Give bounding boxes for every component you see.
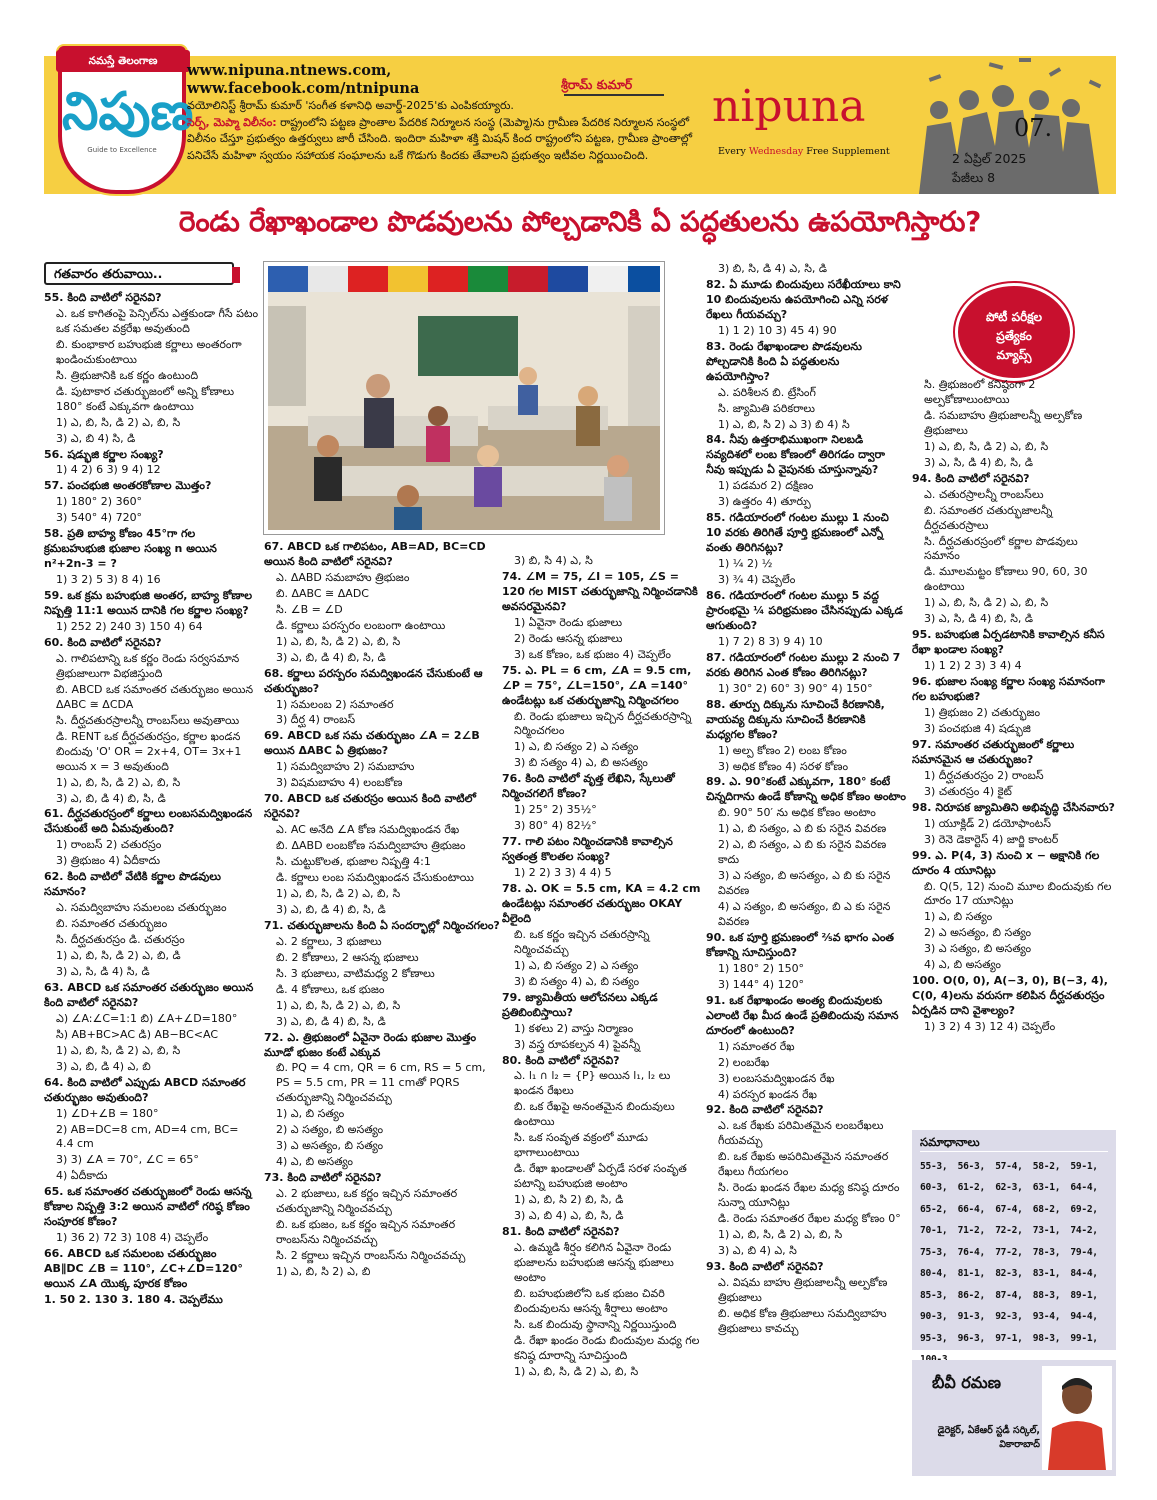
answer-item: 69-2,	[1070, 1203, 1098, 1215]
question: 98. నిరూపక జ్యామితిని అభివృద్ధి చేసినవారు?	[912, 800, 1115, 814]
question: 69. ABCD ఒక సమ చతుర్భుజం ∠A = 2∠B అయిన ΔABC ఏ త్రిభుజం?	[264, 729, 480, 758]
answer-item: 77-2,	[995, 1246, 1023, 1258]
question-option: డి. రేఖా ఖండం రెండు బిందువుల మధ్య గల కనిష్ఠ దూరాన్ని సూచిస్తుంది	[514, 1333, 700, 1362]
question-option: 1) ఎ, బి సత్యం 2) ఎ సత్యం	[514, 958, 639, 972]
question-option: 2) AB=DC=8 cm, AD=4 cm, BC= 4.4 cm	[56, 1122, 239, 1151]
question-option: 3) పంచభుజి 4) షడ్భుజి	[924, 721, 1031, 735]
answer-item: 73-1,	[1032, 1225, 1061, 1237]
question-option: సి. దీర్ఘచతురస్రం డి. చతురస్రం	[56, 933, 185, 947]
question-option: 1) ఎ, బి, సి, డి 2) ఎ, బి, సి	[56, 415, 181, 429]
answer-item: 56-3,	[957, 1160, 985, 1172]
question-option: 3) ఎ, సి, డి 4) బి, సి, డి	[924, 455, 1034, 469]
question-option: 1) ఎ, బి, సి, డి 2) ఎ, బి, సి	[56, 775, 181, 789]
question: 92. కింది వాటిలో సరైనవి?	[706, 1103, 824, 1117]
column-5	[912, 262, 1116, 1036]
question-option: 3) త్రిభుజం 4) ఏదీకాదు	[56, 854, 161, 868]
answer-item: 98-3,	[1032, 1332, 1061, 1344]
answer-item: 67-4,	[995, 1203, 1023, 1215]
question-option: 3) వస్త్ర రూపకల్పన 4) పైవన్నీ	[514, 1037, 641, 1051]
question-list	[264, 540, 500, 1280]
question-option: సి. త్రిభుజానికి ఒక కర్ణం ఉంటుంది	[56, 368, 199, 382]
question-option: బి. ΔABD లంబకోణ సమద్విబాహు త్రిభుజం	[276, 839, 466, 853]
question: 95. బహుభుజి ఏర్పడటానికి కావాల్సిన కనీస రేఖా ఖండాల సంఖ్య?	[912, 628, 1105, 657]
answer-item: 87-4,	[995, 1289, 1023, 1301]
question: 91. ఒక రేఖాఖండం అంత్య బిందువులకు ఎలాంటి రేఖ మీద ఉండే ప్రతిబిందువు సమాన దూరంలో ఉంటుంది?	[706, 993, 899, 1037]
question-option: సి. 2 కర్ణాలు ఇచ్చిన రాంబస్‌ను నిర్మించవచ్చు	[276, 1248, 466, 1262]
question-option: 3) ఎ, బి, డి 4) బి, సి, డి	[276, 650, 386, 664]
question: 93. కింది వాటిలో సరైనవి?	[706, 1260, 824, 1273]
question-list	[44, 291, 258, 1308]
question-option: 1) ఎ, బి, సి 2) బి, సి, డి	[514, 1193, 624, 1207]
question-option: 1) త్రిభుజం 2) చతుర్భుజం	[924, 706, 1041, 720]
answer-item: 68-2,	[1032, 1203, 1061, 1215]
question-option: బి. సమాంతర చతుర్భుజాలన్నీ దీర్ఘచతురస్రాలు	[924, 503, 1053, 532]
question-option: బి. అధిక కోణ త్రిభుజాలు సమద్విబాహు త్రిభుజాలు కావచ్చు	[718, 1306, 887, 1335]
question-option: సి. చుట్టుకొలత, భుజాల నిష్పత్తి 4:1	[276, 855, 431, 869]
question: 74. ∠M = 75, ∠I = 105, ∠S = 120 గల MIST చతుర్భుజాన్ని నిర్మించడానికి అవసరమైనవి?	[502, 569, 698, 613]
question-option: 1) ఎ, బి సత్యం	[276, 1107, 345, 1121]
news-line: వయోలినిస్ట్ శ్రీరామ్ కుమార్ 'సంగీత కళానిధి అవార్డ్-2025'కు ఎంపికయ్యారు.	[187, 99, 514, 112]
question-option: బి. ఒక రేఖకు అపరిమితమైన సమాంతర రేఖలు గీయగలం	[718, 1150, 889, 1179]
question-option: 3) ఎ, బి 4) ఎ, బి, సి, డి	[514, 1209, 624, 1223]
question: 78. ఎ. OK = 5.5 cm, KA = 4.2 cm ఉండేటట్లు సమాంతర చతుర్భుజం OKAY వీలైంది	[502, 882, 701, 925]
question: 89. ఎ. 90°కంటే ఎక్కువగా, 180° కంటే చిన్నదిగాను ఉండే కోణాన్ని అధిక కోణం అంటాం	[706, 775, 906, 804]
question-option: 1) సమాంతర రేఖ	[718, 1039, 795, 1053]
question-option: 3) లంబసమద్విఖండన రేఖ	[718, 1071, 835, 1085]
question: 88. తూర్పు దిక్కును సూచించే కిరణానికి, వాయవ్య దిక్కును సూచించే కిరణానికి మధ్యగల కోణం?	[706, 697, 885, 741]
answer-item: 71-2,	[957, 1225, 985, 1237]
question: 1. 50 2. 130 3. 180 4. చెప్పలేము	[44, 1293, 223, 1306]
news-author: శ్రీరామ్ కుమార్	[561, 77, 633, 92]
question: 83. రెండు రేఖాఖండాల పొడవులను పోల్చడానికి కింది ఏ పద్ధతులను ఉపయోగిస్తాం?	[706, 339, 862, 383]
question-option: 3) విషమబాహు 4) లంబకోణ	[276, 776, 403, 790]
question-option: ఎ. ఒక రేఖకు పరిమితమైన లంబరేఖలు గీయవచ్చు	[718, 1119, 884, 1148]
question-option: ఎ. సమద్విబాహు సమలంబ చతుర్భుజం	[56, 901, 227, 915]
question: 94. కింది వాటిలో సరైనవి?	[912, 471, 1030, 485]
question-option: సి. దీర్ఘచతురస్రంలో కర్ణాల పొడవులు సమానం	[924, 534, 1078, 563]
page-title: రెండు రేఖాఖండాల పొడవులను పోల్చడానికి ఏ పద్ధతులను ఉపయోగిస్తారు?	[178, 205, 982, 238]
question: 76. కింది వాటిలో వృత్త లేఖిని, స్కేలుతో నిర్మించగలిగే కోణం?	[502, 772, 675, 801]
question-option: డి. సమబాహు త్రిభుజాలన్నీ అల్పకోణ త్రిభుజాలు	[924, 408, 1083, 437]
question-option: బి. బహుభుజిలోని ఒక భుజం చివరి బిందువులను ఆసన్న శీర్షాలు అంటాం	[514, 1286, 668, 1315]
question: 61. దీర్ఘచతురస్రంలో కర్ణాలు లంబసమద్విఖండన చేసుకుంటే అది ఏమవుతుంది?	[44, 807, 253, 836]
question-list	[912, 378, 1116, 1035]
question: 68. కర్ణాలు పరస్పరం సమద్విఖండన చేసుకుంటే ఆ చతుర్భుజం?	[264, 666, 483, 695]
question-option: సి. జ్యామితి పరికరాలు	[718, 401, 815, 415]
answer-item: 58-2,	[1032, 1160, 1061, 1172]
question: 73. కింది వాటిలో సరైనవి?	[264, 1171, 382, 1185]
column-4	[706, 262, 906, 1338]
nipuna-logo	[58, 46, 194, 194]
question-option: 1) ఎ, బి, సి, డి 2) ఎ, బి, సి	[924, 596, 1049, 610]
question: 65. ఒక సమాంతర చతుర్భుజంలో రెండు ఆసన్న కోణాల నిష్పత్తి 3:2 అయిన వాటిలో గరిష్ఠ కోణం సంపూరక కోణం?	[44, 1185, 252, 1229]
answer-item: 92-3,	[995, 1311, 1023, 1323]
question-option: 1) 36 2) 72 3) 108 4) చెప్పలేం	[56, 1231, 209, 1245]
question-option: 3) రెనె డెకార్టెస్ 4) జార్జి కాంటర్	[924, 832, 1059, 846]
brand-name: nipuna	[712, 81, 866, 132]
question: 70. ABCD ఒక చతురస్రం అయిన కింది వాటిలో సరైనవి?	[264, 792, 476, 821]
question-option: సి. 3 భుజాలు, వాటిమధ్య 2 కోణాలు	[276, 966, 435, 980]
question: 63. ABCD ఒక సమాంతర చతుర్భుజం అయిన కింది వాటిలో సరైనవి?	[44, 980, 254, 1009]
issue-date	[952, 149, 1026, 187]
question-option: ఎ. l₁ ∩ l₂ = {P} అయిన l₁, l₂ లు ఖండన రేఖలు	[514, 1069, 671, 1098]
answer-item: 82-3,	[995, 1268, 1023, 1280]
author-role: డైరెక్టర్, ఏకేఆర్ స్టడీ సర్కిల్, వికారాబాద్	[937, 1425, 1040, 1450]
answer-item: 83-1,	[1032, 1268, 1061, 1280]
news-heading: సెర్ప్, మెప్మా విలీనం:	[187, 115, 277, 129]
question-option: 3) 3) ∠A = 70°, ∠C = 65°	[56, 1153, 199, 1167]
question-option: 1) ఎ, బి సత్యం 2) ఎ సత్యం	[514, 740, 639, 754]
question: 67. ABCD ఒక గాలిపటం, AB=AD, BC=CD అయిన కింది వాటిలో సరైనవి?	[264, 540, 486, 568]
question-option: 1) 30° 2) 60° 3) 90° 4) 150°	[718, 681, 873, 695]
answer-item: 74-2,	[1070, 1225, 1098, 1237]
question: 71. చతుర్భుజాలను కింది ఏ సందర్భాల్లో నిర్మించగలం?	[264, 918, 500, 932]
question-option: 1) ఎ, బి, సి, డి 2) ఎ, బి, సి	[276, 998, 401, 1012]
question-option: 3) 540° 4) 720°	[56, 511, 143, 525]
question-option: 3) 144° 4) 120°	[718, 977, 805, 991]
question-option: సి) AB+BC>AC డి) AB−BC<AC	[56, 1027, 219, 1041]
question-option: బి. ఒక భుజం, ఒక కర్ణం ఇచ్చిన సమాంతర రాంబస్‌ను నిర్మించవచ్చు	[276, 1217, 456, 1246]
question-option: సి. ఒక బిందువు స్థానాన్ని నిర్ణయిస్తుంది	[514, 1317, 677, 1331]
question-option: 1) ఎ, బి, సి 2) ఎ 3) బి 4) సి	[718, 417, 850, 431]
answer-item: 81-1,	[957, 1268, 985, 1280]
answer-item: 79-4,	[1070, 1246, 1098, 1258]
author-box	[912, 1360, 1116, 1476]
question-option: బి. Q(5, 12) నుంచి మూల బిందువుకు గల దూరం 17 యూనిట్లు	[924, 879, 1112, 908]
question-option: బి. కుంభాకార బహుభుజి కర్ణాలు అంతరంగా ఖండించుకుంటాయి	[56, 337, 242, 366]
answer-item: 76-4,	[957, 1246, 985, 1258]
question-option: డి. రెండు సమాంతర రేఖల మధ్య కోణం 0°	[718, 1212, 901, 1226]
question-option: 1) ఎ, బి సత్యం	[924, 910, 993, 924]
question-option: 1) రాంబస్ 2) చతురస్రం	[56, 838, 162, 852]
question-option: 1) ఏవైనా రెండు భుజాలు	[514, 615, 623, 629]
question-option: 3) ఎ, బి, డి 4) బి, సి, డి	[56, 791, 166, 805]
tagline: Every Wednesday Free Supplement	[718, 146, 890, 157]
question: 81. కింది వాటిలో సరైనవి?	[502, 1224, 620, 1238]
answer-grid	[920, 1156, 1108, 1371]
question-option: 1) ∠D+∠B = 180°	[56, 1106, 159, 1120]
continued-kicker: గతవారం తరువాయి..	[44, 262, 234, 285]
answer-item: 93-4,	[1032, 1311, 1061, 1323]
answer-item: 89-1,	[1070, 1289, 1098, 1301]
question-option: డి. RENT ఒక దీర్ఘచతురస్రం, కర్ణాల ఖండన బిందువు 'O' OR = 2x+4, OT= 3x+1 అయిన x = 3 అవుతుంది	[56, 729, 242, 773]
website-link[interactable]: www.nipuna.ntnews.com,	[187, 62, 392, 79]
question: 86. గడియారంలో గంటల ముల్లు 5 వద్ద ప్రారంభమై ¼ పరిభ్రమణం చేసినప్పుడు ఎక్కడ ఆగుతుంది?	[706, 589, 903, 632]
question: 90. ఒక పూర్తి భ్రమణంలో ⅖వ భాగం ఎంత కోణాన్ని సూచిస్తుంది?	[706, 930, 894, 959]
special-badge: పోటీ పరీక్షల ప్రత్యేకం మ్యాప్స్	[955, 283, 1073, 381]
question-option: సి. ఒక సంవృత వక్రంలో మూడు భాగాలుంటాయి	[514, 1131, 648, 1160]
question-option: డి. 4 కోణాలు, ఒక భుజం	[276, 982, 385, 996]
question-option: 3) బి, సి, డి 4) ఎ, సి, డి	[718, 262, 828, 275]
author-photo	[1042, 1366, 1112, 1470]
question-option: డి. పుటాకార చతుర్భుజంలో అన్ని కోణాలు 180° కంటే ఎక్కువగా ఉంటాయి	[56, 384, 235, 413]
logo-sub: Guide to Excellence	[87, 146, 157, 154]
question-option: 2) ఎ సత్యం, బి అసత్యం	[276, 1123, 384, 1137]
question-option: 1) ఎ, బి, సి, డి 2) ఎ, బి, సి	[56, 1043, 181, 1057]
question-option: 3) 80° 4) 82½°	[514, 819, 597, 833]
answer-item: 62-3,	[995, 1182, 1023, 1194]
question: 75. ఎ. PL = 6 cm, ∠A = 9.5 cm, ∠P = 75°, ∠L=150°, ∠A =140° ఉండేటట్లు ఒక చతుర్భుజాన్ని నిర్మించగలం	[502, 663, 692, 707]
question-option: 1) 180° 2) 150°	[718, 961, 805, 975]
question-option: 1) ఎ, బి, సి 2) ఎ, బి	[276, 1264, 371, 1278]
question: 58. ప్రతి బాహ్య కోణం 45°గా గల క్రమబహుభుజి భుజాల సంఖ్య n అయిన n²+2n-3 = ?	[44, 527, 217, 571]
question-option: 1) ఎ, బి, సి, డి 2) ఎ, బి, సి	[276, 634, 401, 648]
urls	[187, 62, 419, 98]
answer-item: 91-3,	[957, 1311, 985, 1323]
question-option: 4) పరస్పర ఖండన రేఖ	[718, 1087, 817, 1101]
answer-item: 75-3,	[920, 1246, 948, 1258]
question-option: 1) ఎ, బి, సి, డి 2) ఎ, బి, సి	[924, 439, 1049, 453]
answer-item: 85-3,	[920, 1289, 948, 1301]
question: 62. కింది వాటిలో వేటికి కర్ణాల పొడవులు సమానం?	[44, 870, 221, 899]
question-option: 3) బి, సి 4) ఎ, సి	[514, 554, 593, 567]
answer-item: 63-1,	[1032, 1182, 1061, 1194]
question-option: ఎ. ఉమ్మడి శీర్షం కలిగిన ఏవైనా రెండు భుజాలను బహుభుజి ఆసన్న భుజాలు అంటాం	[514, 1240, 674, 1284]
question-list	[706, 262, 906, 1337]
question-option: 1) 1 2) 2 3) 3 4) 4	[924, 659, 1022, 673]
question: 87. గడియారంలో గంటల ముల్లు 2 నుంచి 7 వరకు తిరిగిన ఎంత కోణం తిరిగినట్లు?	[706, 650, 901, 679]
question: 80. కింది వాటిలో సరైనవి?	[502, 1053, 620, 1067]
question-option: 4) ఎ, బి అసత్యం	[924, 958, 1001, 972]
question-option: ఎ. ఒక కాగితంపై పెన్సిల్‌ను ఎత్తకుండా గీసే పటం ఒక సమతల వక్రరేఖ అవుతుంది	[56, 306, 259, 335]
question-option: 1) ఎ, బి, సి, డి 2) ఎ, బి, సి	[718, 1228, 843, 1242]
question-option: 2) ఎ అసత్యం, బి సత్యం	[924, 926, 1032, 940]
question-option: బి. సమాంతర చతుర్భుజం	[56, 917, 168, 931]
answer-item: 97-1,	[995, 1332, 1023, 1344]
question-option: బి. ABCD ఒక సమాంతర చతుర్భుజం అయిన ΔABC ≅ ΔCDA	[56, 682, 254, 711]
question-option: డి. మూలమట్టం కోణాలు 90, 60, 30 ఉంటాయి	[924, 565, 1088, 594]
question-list	[502, 554, 702, 1380]
question: 97. సమాంతర చతుర్భుజంలో కర్ణాలు సమానమైన ఆ చతుర్భుజం?	[912, 737, 1075, 766]
question-option: బి. రెండు భుజాలు ఇచ్చిన దీర్ఘచతురస్రాన్ని నిర్మించగలం	[514, 709, 692, 738]
question-option: 3) ఒక కోణం, ఒక భుజం 4) చెప్పలేం	[514, 647, 671, 661]
question-option: 4) ఏదీకాదు	[56, 1169, 108, 1183]
question: 85. గడియారంలో గంటల ముల్లు 1 నుంచి 10 వరకు తిరిగితే పూర్తి భ్రమణంలో ఎన్నో వంతు తిరిగినట్లు?	[706, 511, 889, 555]
answer-item: 59-1,	[1070, 1160, 1098, 1172]
answer-item: 88-3,	[1032, 1289, 1061, 1301]
column-3	[502, 262, 702, 1381]
question-option: 1) ¼ 2) ½	[718, 557, 773, 571]
question: 55. కింది వాటిలో సరైనవి?	[44, 291, 162, 304]
question-option: 3) ఎ సత్యం, బి అసత్యం	[924, 942, 1032, 956]
question-option: 1) 2 2) 3 3) 4 4) 5	[514, 866, 612, 880]
answer-item: 84-4,	[1070, 1268, 1098, 1280]
answer-item: 60-3,	[920, 1182, 948, 1194]
question-option: బి. ΔABC ≅ ΔADC	[276, 586, 369, 600]
question-option: 3) ఎ అసత్యం, బి సత్యం	[276, 1139, 384, 1153]
question-option: 1) 4 2) 6 3) 9 4) 12	[56, 463, 161, 477]
question-option: 1) అల్ప కోణం 2) లంబ కోణం	[718, 743, 847, 757]
question: 60. కింది వాటిలో సరైనవి?	[44, 635, 162, 649]
question-option: 1) కళలు 2) వాస్తు నిర్మాణం	[514, 1021, 634, 1035]
question-option: ఎ) ∠A:∠C=1:1 బి) ∠A+∠D=180°	[56, 1011, 238, 1025]
question-option: 3) ఎ సత్యం, బి అసత్యం, ఎ బి కు సరైన వివరణ	[718, 869, 891, 898]
news-brief	[187, 98, 697, 164]
answer-item: 95-3,	[920, 1332, 948, 1344]
question-option: ఎ. గాలిపటాన్ని ఒక కర్ణం రెండు సర్వసమాన త్రిభుజాలుగా విభజిస్తుంది	[56, 651, 240, 680]
question-option: 4) ఎ, బి అసత్యం	[276, 1155, 353, 1169]
logo-word: నిపుణ	[62, 82, 194, 142]
question-option: 3) చతురస్రం 4) కైట్	[924, 784, 1012, 798]
question-option: సి. రెండు ఖండన రేఖల మధ్య కనిష్ఠ దూరం సున్నా యూనిట్లు	[718, 1181, 900, 1210]
question-option: 1) 252 2) 240 3) 150 4) 64	[56, 620, 203, 634]
question-option: 1) పడమర 2) దక్షిణం	[718, 479, 814, 493]
answer-item: 96-3,	[957, 1332, 985, 1344]
answer-item: 55-3,	[920, 1160, 948, 1172]
question-option: బి. PQ = 4 cm, QR = 6 cm, RS = 5 cm, PS = 5.5 cm, PR = 11 cmతో PQRS చతుర్భుజాన్ని నిర్మించవచ్చు	[276, 1061, 486, 1105]
question-option: 1) ఎ, బి, సి, డి 2) ఎ, బి, డి	[56, 949, 181, 963]
question-option: 3) ¾ 4) చెప్పలేం	[718, 573, 796, 587]
question-option: డి. రేఖా ఖండాలతో ఏర్పడే సరళ సంవృత పటాన్ని బహుభుజి అంటాం	[514, 1162, 687, 1191]
question: 99. ఎ. P(4, 3) నుంచి x − అక్షానికి గల దూరం 4 యూనిట్లు	[912, 848, 1100, 877]
page-number: 07.	[1014, 114, 1053, 142]
question-option: 3) దీర్ఘ 4) రాంబస్	[276, 713, 356, 727]
question-option: 3) ఎ, బి, డి 4) బి, సి, డి	[276, 902, 386, 916]
question: 100. O(0, 0), A(−3, 0), B(−3, 4), C(0, 4)లను వరుసగా కలిపిన దీర్ఘచతురస్రం ఏర్పడిన దాని వైశాల్యం?	[912, 974, 1108, 1018]
question-option: 3) ఉత్తరం 4) తూర్పు	[718, 495, 811, 509]
masthead	[44, 56, 1116, 194]
question-option: 3) ఎ, సి, డి 4) బి, సి, డి	[924, 612, 1034, 626]
question-option: ఎ. AC అనేది ∠A కోణ సమద్విఖండన రేఖ	[276, 823, 460, 837]
answer-item: 72-2,	[995, 1225, 1023, 1237]
question-option: ఎ. 2 భుజాలు, ఒక కర్ణం ఇచ్చిన సమాంతర చతుర్భుజాన్ని నిర్మించవచ్చు	[276, 1187, 458, 1216]
answer-item: 64-4,	[1070, 1182, 1098, 1194]
question-option: డి. కర్ణాలు పరస్పరం లంబంగా ఉంటాయి	[276, 618, 446, 632]
answer-item: 80-4,	[920, 1268, 948, 1280]
question-option: సి. దీర్ఘచతురస్రాలన్నీ రాంబస్‌లు అవుతాయి	[56, 713, 240, 727]
question: 57. పంచభుజి అంతరకోణాల మొత్తం?	[44, 479, 212, 493]
question-option: 1) ఎ, బి, సి, డి 2) ఎ, బి, సి	[514, 1364, 639, 1378]
question-option: 3) ఎ, బి 4) ఎ, సి	[718, 1244, 797, 1258]
answer-item: 86-2,	[957, 1289, 985, 1301]
question: 56. షడ్భుజి కర్ణాల సంఖ్య?	[44, 447, 164, 461]
question-option: 3) ఎ, బి, డి 4) ఎ, బి	[56, 1059, 151, 1073]
question-option: 1) 180° 2) 360°	[56, 495, 143, 509]
author-name: బీవీ రమణ	[932, 1373, 1001, 1392]
question-option: ఎ. విషమ బాహు త్రిభుజాలన్నీ అల్పకోణ త్రిభుజాలు	[718, 1275, 888, 1304]
divider	[564, 94, 664, 96]
question-option: బి. 90° 50′ ను అధిక కోణం అంటాం	[718, 806, 876, 820]
question-option: 1) దీర్ఘచతురస్రం 2) రాంబస్	[924, 768, 1044, 782]
answer-item: 57-4,	[995, 1160, 1023, 1172]
question-option: 2) లంబరేఖ	[718, 1055, 770, 1069]
question-option: 1) ఎ, బి, సి, డి 2) ఎ, బి, సి	[276, 886, 401, 900]
question-option: ఎ. 2 కర్ణాలు, 3 భుజాలు	[276, 934, 382, 948]
question-option: 1) 1 2) 10 3) 45 4) 90	[718, 323, 837, 337]
answer-key-title: సమాధానాలు	[920, 1135, 1108, 1152]
question-option: ఎ. ΔABD సమబాహు త్రిభుజం	[276, 570, 410, 584]
question-option: బి. ఒక కర్ణం ఇచ్చిన చతురస్రాన్ని నిర్మించవచ్చు	[514, 927, 650, 956]
question: 66. ABCD ఒక సమలంబ చతుర్భుజం AB∥DC ∠B = 110°, ∠C+∠D=120° అయిన ∠A యొక్క పూరక కోణం	[44, 1247, 243, 1291]
answer-key	[912, 1130, 1116, 1350]
answer-item: 94-4,	[1070, 1311, 1098, 1323]
question: 64. కింది వాటిలో ఎప్పుడు ABCD సమాంతర చతుర్భుజం అవుతుంది?	[44, 1075, 246, 1104]
question: 79. జ్యామితీయ ఆలోచనలు ఎక్కడ ప్రతిబింబిస్తాయి?	[502, 990, 658, 1019]
question-option: 3) బి సత్యం 4) ఎ, బి అసత్యం	[514, 756, 648, 770]
question-option: 3) ఎ, సి, డి 4) సి, డి	[56, 964, 150, 978]
answer-item: 61-2,	[957, 1182, 985, 1194]
answer-item: 99-1,	[1070, 1332, 1098, 1344]
question: 82. ఏ మూడు బిందువులు సరేఖీయాలు కాని 10 బిందువులను ఉపయోగించి ఎన్ని సరళ రేఖలు గీయవచ్చు?	[706, 277, 901, 321]
question-option: 1) 3 2) 5 3) 8 4) 16	[56, 573, 161, 587]
question-option: 3) ఎ, బి 4) సి, డి	[56, 431, 136, 445]
answer-item: 65-2,	[920, 1203, 948, 1215]
question-option: 1) సమలంబ 2) సమాంతర	[276, 697, 394, 711]
question: 96. భుజాల సంఖ్య కర్ణాల సంఖ్య సమానంగా గల బహుభుజి?	[912, 675, 1105, 704]
answer-item: 66-4,	[957, 1203, 985, 1215]
question: 59. ఒక క్రమ బహుభుజి అంతర, బాహ్య కోణాల నిష్పత్తి 11:1 అయిన దానికి గల కర్ణాల సంఖ్య?	[44, 589, 253, 618]
question-option: 4) ఎ సత్యం, బి అసత్యం, బి ఎ కు సరైన వివరణ	[718, 900, 891, 929]
question-option: 1) 25° 2) 35½°	[514, 803, 597, 817]
question: 72. ఎ. త్రిభుజంలో ఏవైనా రెండు భుజాల మొత్తం మూడో భుజం కంటే ఎక్కువ	[264, 1030, 477, 1059]
news-text: రాష్ట్రంలోని పట్టణ ప్రాంతాల పేదరిక నిర్మూలన సంస్థ (మెప్మా)ను గ్రామీణ పేదరిక నిర్మూలన సంస్థలో విలీనం చేస్తూ ప్రభుత్వం ఉత్తర్వులు జారీ చేసింది. ఇందిరా మహిళా శక్తి మిషన్ కింద రాష్ట్రంలోని పట్టణ, గ్రామీణ ప్రాంతాల్లో పనిచేసే మహిళా స్వయం సహాయక సంఘాలను ఒకే గొడుగు కిందకు తేవాలని ప్రభుత్వం ఇటీవల నిర్ణయించింది.	[187, 115, 693, 162]
page-count: పేజీలు 8	[952, 170, 996, 185]
question-option: 1) ఎ, బి సత్యం, ఎ బి కు సరైన వివరణ	[718, 822, 887, 836]
question-option: సి. త్రిభుజంలో కనిష్ఠంగా 2 అల్పకోణాలుంటాయి	[924, 378, 1036, 406]
question-option: బి. 2 కోణాలు, 2 ఆసన్న భుజాలు	[276, 950, 419, 964]
answer-item: 90-3,	[920, 1311, 948, 1323]
question-option: 1) 3 2) 4 3) 12 4) చెప్పలేం	[924, 1020, 1056, 1034]
question-option: 3) ఎ, బి, డి 4) బి, సి, డి	[276, 1014, 386, 1028]
column-2	[264, 262, 500, 1281]
question-option: 2) రెండు ఆసన్న భుజాలు	[514, 631, 623, 645]
question-option: 2) ఎ, బి సత్యం, ఎ బి కు సరైన వివరణ కాదు	[718, 838, 887, 867]
question-option: డి. కర్ణాలు లంబ సమద్విఖండన చేసుకుంటాయి	[276, 871, 474, 885]
date: 2 ఏప్రిల్ 2025	[952, 151, 1027, 166]
question-option: సి. ∠B = ∠D	[276, 602, 343, 616]
question-option: 1) 7 2) 8 3) 9 4) 10	[718, 634, 823, 648]
column-1	[44, 262, 258, 1309]
answer-item: 78-3,	[1032, 1246, 1061, 1258]
question-option: 3) బి సత్యం 4) ఎ, బి సత్యం	[514, 974, 640, 988]
question: 84. నీవు ఉత్తరాభిముఖంగా నిలబడి సవ్యదిశలో లంబ కోణంలో తిరిగడం ద్వారా నీవు ఇప్పుడు ఏ వైపునకు చూస్తున్నావు?	[706, 433, 885, 477]
question: 77. గాలి పటం నిర్మించడానికి కావాల్సిన స్వతంత్ర కొలతల సంఖ్య?	[502, 835, 673, 864]
answer-item: 70-1,	[920, 1225, 948, 1237]
question-option: 1) సమద్విబాహు 2) సమబాహు	[276, 760, 415, 774]
question-option: 3) అధిక కోణం 4) సరళ కోణం	[718, 759, 849, 773]
facebook-link[interactable]: www.facebook.com/ntnipuna	[187, 80, 420, 97]
logo-tag: నమస్తే తెలంగాణ	[56, 50, 190, 72]
question-option: బి. ఒక రేఖపై అనంతమైన బిందువులు ఉంటాయి	[514, 1100, 675, 1129]
question-option: ఎ. పరిశీలన బి. ట్రేసింగ్	[718, 385, 816, 399]
question-option: ఎ. చతురస్రాలన్నీ రాంబస్‌లు	[924, 487, 1044, 501]
question-option: 1) యూక్లిడ్ 2) డయోఫాంటస్	[924, 816, 1052, 830]
